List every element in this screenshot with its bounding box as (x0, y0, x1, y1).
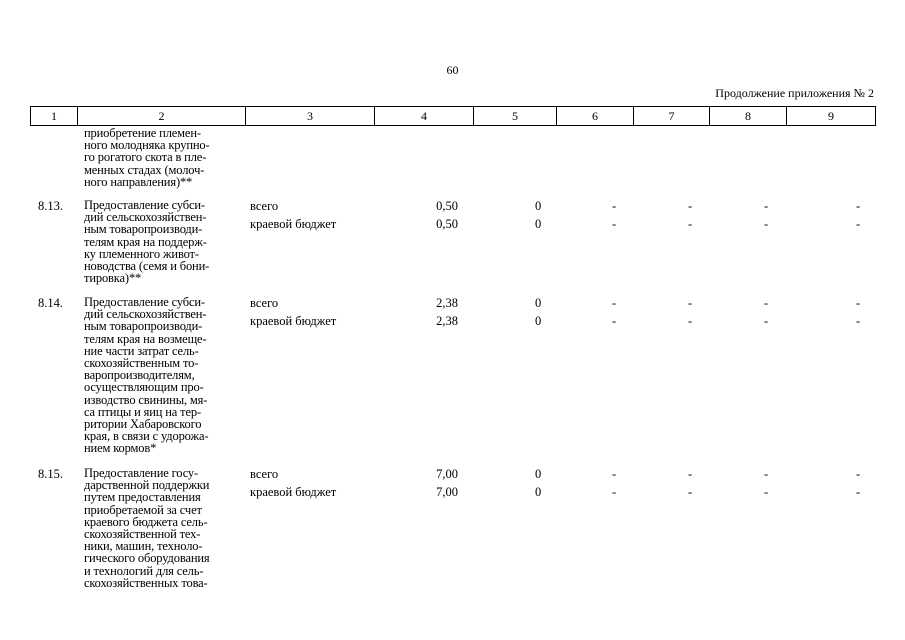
row-description: Предоставление субси- дий сельскохозяйствен- ным товаропроизводи- телям края на возмеще- ние части затрат сель- скохозяйственным то- варопроизводителям, осуществляющим про- изводство свинины, мя- са птицы и яиц на тер- ритории Хабаровского края, в связи с удорожа- нием кормов* (84, 295, 209, 456)
page-number: 60 (446, 63, 459, 77)
continuation-note: Продолжение приложения № 2 (715, 86, 874, 100)
row-number: 8.14. (38, 296, 63, 310)
col-header-1: 1 (51, 109, 57, 123)
row-number: 8.15. (38, 467, 63, 481)
col-header-4: 4 (421, 109, 427, 123)
col-header-9: 9 (828, 109, 834, 123)
row-description: Предоставление субси- дий сельскохозяйствен- ным товаропроизводи- телям края на поддерж- ку племенного живот- новодства (семя и бони- тировка)** (84, 198, 210, 286)
table-header (30, 106, 876, 126)
col-header-5: 5 (512, 109, 518, 123)
col-header-7: 7 (668, 109, 675, 123)
row-number: 8.13. (38, 199, 63, 213)
col-header-8: 8 (745, 109, 751, 123)
col-header-2: 2 (158, 109, 165, 123)
col-header-3: 3 (307, 109, 313, 123)
col-header-6: 6 (592, 109, 598, 123)
carryover-description: приобретение племен- ного молодняка крупно- го рогатого скота в пле- менных стадах (молоч- ного направления)** (84, 126, 210, 189)
row-description: Предоставление госу- дарственной поддержки путем предоставления приобретаемой за счет краевого бюджета сель- скохозяйственной тех- ники, машин, техноло- гического оборудования и технологий для сель- скохозяйственных това- (84, 466, 210, 590)
